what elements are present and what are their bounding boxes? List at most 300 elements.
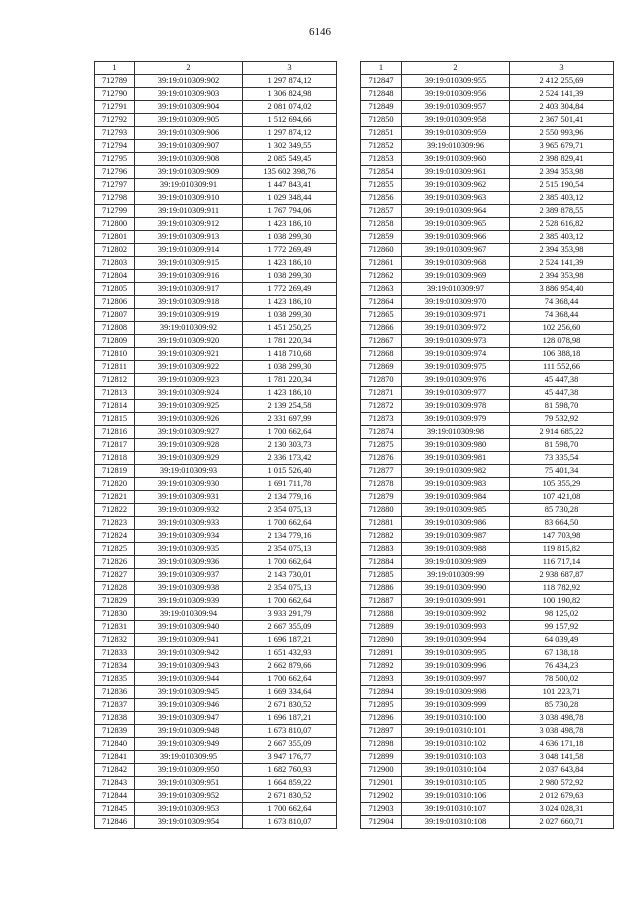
record-number-cell: 712851 [361,127,402,140]
cadastral-value-cell: 1 038 299,30 [243,270,337,283]
cadastral-value-cell: 3 886 954,40 [510,283,614,296]
record-number-cell: 712867 [361,335,402,348]
cadastral-number-cell: 39:19:010309:927 [135,426,243,439]
table-row [95,595,337,608]
record-number-cell: 712869 [361,361,402,374]
record-number-cell: 712872 [361,400,402,413]
record-number-cell: 712830 [95,608,135,621]
table-row [95,387,337,400]
cadastral-number-cell: 39:19:010309:948 [135,725,243,738]
cadastral-value-cell: 3 024 028,31 [510,803,614,816]
cadastral-number-cell: 39:19:010310:102 [402,738,510,751]
cadastral-number-cell: 39:19:010309:947 [135,712,243,725]
table-row [361,257,614,270]
cadastral-number-cell: 39:19:010309:956 [402,88,510,101]
record-number-cell: 712814 [95,400,135,413]
table-row [95,127,337,140]
cadastral-value-cell: 1 423 186,10 [243,257,337,270]
cadastral-value-cell: 81 598,70 [510,439,614,452]
cadastral-value-cell: 2 398 829,41 [510,153,614,166]
table-row [95,75,337,88]
record-number-cell: 712829 [95,595,135,608]
cadastral-number-cell: 39:19:010309:941 [135,634,243,647]
cadastral-value-cell: 2 012 679,63 [510,790,614,803]
cadastral-value-cell: 1 418 710,68 [243,348,337,361]
cadastral-value-cell: 1 423 186,10 [243,296,337,309]
cadastral-value-cell: 128 078,98 [510,335,614,348]
table-row [361,530,614,543]
record-number-cell: 712878 [361,478,402,491]
cadastral-value-cell: 2 081 074,02 [243,101,337,114]
cadastral-number-cell: 39:19:010309:904 [135,101,243,114]
table-row [361,556,614,569]
cadastral-value-cell: 2 515 190,54 [510,179,614,192]
record-number-cell: 712823 [95,517,135,530]
record-number-cell: 712862 [361,270,402,283]
table-row [361,790,614,803]
page-number: 6146 [309,26,331,38]
cadastral-number-cell: 39:19:010309:957 [402,101,510,114]
cadastral-number-cell: 39:19:010309:973 [402,335,510,348]
cadastral-number-cell: 39:19:010309:909 [135,166,243,179]
cadastral-number-cell: 39:19:010309:993 [402,621,510,634]
table-row [361,777,614,790]
cadastral-value-cell: 2 027 660,71 [510,816,614,829]
cadastral-value-cell: 107 421,08 [510,491,614,504]
table-row [95,634,337,647]
record-number-cell: 712837 [95,699,135,712]
cadastral-number-cell: 39:19:010310:106 [402,790,510,803]
record-number-cell: 712876 [361,452,402,465]
cadastral-number-cell: 39:19:010309:95 [135,751,243,764]
cadastral-number-cell: 39:19:010309:984 [402,491,510,504]
cadastral-value-cell: 2 394 353,98 [510,166,614,179]
record-number-cell: 712828 [95,582,135,595]
cadastral-number-cell: 39:19:010309:959 [402,127,510,140]
record-number-cell: 712832 [95,634,135,647]
cadastral-number-cell: 39:19:010309:96 [402,140,510,153]
cadastral-number-cell: 39:19:010309:990 [402,582,510,595]
cadastral-number-cell: 39:19:010309:918 [135,296,243,309]
record-number-cell: 712845 [95,803,135,816]
cadastral-value-cell: 2 412 255,69 [510,75,614,88]
record-number-cell: 712896 [361,712,402,725]
cadastral-number-cell: 39:19:010309:917 [135,283,243,296]
record-number-cell: 712902 [361,790,402,803]
record-number-cell: 712850 [361,114,402,127]
cadastral-number-cell: 39:19:010309:910 [135,192,243,205]
cadastral-value-cell: 3 038 498,78 [510,712,614,725]
table-row [95,569,337,582]
cadastral-number-cell: 39:19:010309:977 [402,387,510,400]
cadastral-value-cell: 2 394 353,98 [510,270,614,283]
table-row [361,322,614,335]
cadastral-number-cell: 39:19:010309:92 [135,322,243,335]
table-row [95,166,337,179]
cadastral-number-cell: 39:19:010309:967 [402,244,510,257]
table-row [361,738,614,751]
table-row [361,595,614,608]
cadastral-value-cell: 1 038 299,30 [243,309,337,322]
cadastral-value-cell: 75 401,34 [510,465,614,478]
record-number-cell: 712842 [95,764,135,777]
table-row [361,621,614,634]
cadastral-number-cell: 39:19:010309:911 [135,205,243,218]
table-row [361,205,614,218]
cadastral-value-cell: 64 039,49 [510,634,614,647]
cadastral-number-cell: 39:19:010309:945 [135,686,243,699]
record-number-cell: 712880 [361,504,402,517]
table-row [95,517,337,530]
cadastral-number-cell: 39:19:010309:966 [402,231,510,244]
table-row [95,257,337,270]
cadastral-value-cell: 2 385 403,12 [510,192,614,205]
cadastral-number-cell: 39:19:010309:93 [135,465,243,478]
table-row [95,777,337,790]
cadastral-number-cell: 39:19:010309:919 [135,309,243,322]
record-number-cell: 712820 [95,478,135,491]
table-row [95,673,337,686]
table-row [361,517,614,530]
record-number-cell: 712824 [95,530,135,543]
table-row [95,179,337,192]
cadastral-value-cell: 100 190,82 [510,595,614,608]
cadastral-value-cell: 1 651 432,93 [243,647,337,660]
cadastral-value-cell: 2 980 572,92 [510,777,614,790]
cadastral-number-cell: 39:19:010309:964 [402,205,510,218]
cadastral-number-cell: 39:19:010309:920 [135,335,243,348]
cadastral-number-cell: 39:19:010309:929 [135,452,243,465]
cadastral-value-cell: 1 772 269,49 [243,283,337,296]
cadastral-value-cell: 73 335,54 [510,452,614,465]
cadastral-value-cell: 2 143 730,01 [243,569,337,582]
record-number-cell: 712818 [95,452,135,465]
cadastral-number-cell: 39:19:010309:931 [135,491,243,504]
record-number-cell: 712858 [361,218,402,231]
cadastral-number-cell: 39:19:010309:932 [135,504,243,517]
cadastral-value-cell: 1 297 874,12 [243,127,337,140]
cadastral-number-cell: 39:19:010309:916 [135,270,243,283]
table-row [361,244,614,257]
cadastral-number-cell: 39:19:010309:98 [402,426,510,439]
record-number-cell: 712893 [361,673,402,686]
cadastral-value-cell: 3 947 176,77 [243,751,337,764]
record-number-cell: 712870 [361,374,402,387]
cadastral-number-cell: 39:19:010309:985 [402,504,510,517]
cadastral-number-cell: 39:19:010309:998 [402,686,510,699]
cadastral-value-cell: 2 134 779,16 [243,530,337,543]
cadastral-number-cell: 39:19:010309:992 [402,608,510,621]
cadastral-value-cell: 74 368,44 [510,309,614,322]
record-number-cell: 712792 [95,114,135,127]
cadastral-number-cell: 39:19:010309:914 [135,244,243,257]
cadastral-value-cell: 2 524 141,39 [510,257,614,270]
table-row [95,504,337,517]
cadastral-value-cell: 1 691 711,78 [243,478,337,491]
cadastral-value-cell: 2 914 685,22 [510,426,614,439]
cadastral-value-cell: 2 394 353,98 [510,244,614,257]
record-number-cell: 712839 [95,725,135,738]
cadastral-value-cell: 45 447,38 [510,374,614,387]
cadastral-number-cell: 39:19:010309:996 [402,660,510,673]
table-row [361,88,614,101]
record-number-cell: 712840 [95,738,135,751]
cadastral-value-cell: 2 331 697,99 [243,413,337,426]
cadastral-number-cell: 39:19:010309:970 [402,296,510,309]
cadastral-value-cell: 1 767 794,06 [243,205,337,218]
record-number-cell: 712819 [95,465,135,478]
record-number-cell: 712800 [95,218,135,231]
table-row [95,491,337,504]
record-number-cell: 712793 [95,127,135,140]
cadastral-number-cell: 39:19:010309:976 [402,374,510,387]
table-row [361,296,614,309]
table-row [361,361,614,374]
table-row [95,270,337,283]
table-row [361,634,614,647]
table-row [95,478,337,491]
record-number-cell: 712794 [95,140,135,153]
table-row [95,556,337,569]
cadastral-number-cell: 39:19:010309:997 [402,673,510,686]
table-row [361,504,614,517]
cadastral-value-cell: 3 038 498,78 [510,725,614,738]
table-row [361,179,614,192]
record-number-cell: 712806 [95,296,135,309]
record-number-cell: 712877 [361,465,402,478]
table-row [361,231,614,244]
cadastral-number-cell: 39:19:010309:908 [135,153,243,166]
record-number-cell: 712873 [361,413,402,426]
table-row [95,348,337,361]
record-number-cell: 712853 [361,153,402,166]
cadastral-number-cell: 39:19:010310:108 [402,816,510,829]
table-row [95,218,337,231]
header-col-1: 1 [361,62,402,75]
table-row [361,452,614,465]
record-number-cell: 712849 [361,101,402,114]
record-number-cell: 712834 [95,660,135,673]
cadastral-value-cell: 2 550 993,96 [510,127,614,140]
cadastral-value-cell: 2 662 879,66 [243,660,337,673]
record-number-cell: 712804 [95,270,135,283]
cadastral-number-cell: 39:19:010309:936 [135,556,243,569]
table-row [95,738,337,751]
cadastral-number-cell: 39:19:010309:991 [402,595,510,608]
cadastral-value-cell: 2 336 173,42 [243,452,337,465]
cadastral-value-cell: 83 664,50 [510,517,614,530]
table-row [95,426,337,439]
table-row [361,413,614,426]
cadastral-value-cell: 3 965 679,71 [510,140,614,153]
table-row [95,205,337,218]
record-number-cell: 712826 [95,556,135,569]
record-number-cell: 712789 [95,75,135,88]
table-row [95,751,337,764]
table-row [361,426,614,439]
cadastral-value-cell: 102 256,60 [510,322,614,335]
record-number-cell: 712859 [361,231,402,244]
record-number-cell: 712816 [95,426,135,439]
cadastral-value-cell: 1 700 662,64 [243,517,337,530]
record-number-cell: 712810 [95,348,135,361]
cadastral-value-cell: 3 933 291,79 [243,608,337,621]
cadastral-value-cell: 74 368,44 [510,296,614,309]
cadastral-value-cell: 1 700 662,64 [243,673,337,686]
record-number-cell: 712795 [95,153,135,166]
table-row [95,803,337,816]
table-row [95,114,337,127]
table-row [95,296,337,309]
cadastral-value-cell: 85 730,28 [510,504,614,517]
cadastral-number-cell: 39:19:010309:940 [135,621,243,634]
cadastral-number-cell: 39:19:010309:950 [135,764,243,777]
cadastral-number-cell: 39:19:010309:91 [135,179,243,192]
table-row [95,413,337,426]
cadastral-value-cell: 1 038 299,30 [243,361,337,374]
cadastral-number-cell: 39:19:010310:104 [402,764,510,777]
header-row [361,62,614,75]
record-number-cell: 712797 [95,179,135,192]
table-row [361,439,614,452]
cadastral-number-cell: 39:19:010309:97 [402,283,510,296]
record-number-cell: 712883 [361,543,402,556]
cadastral-value-cell: 2 367 501,41 [510,114,614,127]
table-row [361,712,614,725]
record-number-cell: 712898 [361,738,402,751]
cadastral-value-cell: 2 671 830,52 [243,790,337,803]
cadastral-value-cell: 1 029 348,44 [243,192,337,205]
cadastral-number-cell: 39:19:010309:924 [135,387,243,400]
cadastral-value-cell: 106 388,18 [510,348,614,361]
cadastral-number-cell: 39:19:010309:905 [135,114,243,127]
table-row [95,621,337,634]
cadastral-number-cell: 39:19:010309:99 [402,569,510,582]
cadastral-number-cell: 39:19:010309:921 [135,348,243,361]
cadastral-number-cell: 39:19:010309:903 [135,88,243,101]
record-number-cell: 712805 [95,283,135,296]
cadastral-value-cell: 135 602 398,76 [243,166,337,179]
table-row [95,686,337,699]
record-number-cell: 712865 [361,309,402,322]
table-row [361,569,614,582]
cadastral-value-cell: 2 134 779,16 [243,491,337,504]
cadastral-value-cell: 45 447,38 [510,387,614,400]
cadastral-number-cell: 39:19:010309:913 [135,231,243,244]
cadastral-number-cell: 39:19:010309:915 [135,257,243,270]
cadastral-number-cell: 39:19:010309:965 [402,218,510,231]
cadastral-number-cell: 39:19:010309:926 [135,413,243,426]
cadastral-number-cell: 39:19:010309:939 [135,595,243,608]
table-row [361,608,614,621]
cadastral-value-cell: 1 696 187,21 [243,712,337,725]
table-row [95,647,337,660]
table-row [361,166,614,179]
table-row [95,608,337,621]
cadastral-value-cell: 2 139 254,58 [243,400,337,413]
cadastral-value-cell: 1 700 662,64 [243,556,337,569]
cadastral-number-cell: 39:19:010309:980 [402,439,510,452]
table-row [95,374,337,387]
cadastral-value-cell: 1 772 269,49 [243,244,337,257]
cadastral-value-cell: 79 532,92 [510,413,614,426]
record-number-cell: 712847 [361,75,402,88]
cadastral-value-cell: 1 447 843,41 [243,179,337,192]
cadastral-number-cell: 39:19:010310:107 [402,803,510,816]
cadastral-number-cell: 39:19:010309:944 [135,673,243,686]
table-row [95,439,337,452]
table-row [361,192,614,205]
record-number-cell: 712888 [361,608,402,621]
record-number-cell: 712897 [361,725,402,738]
record-number-cell: 712809 [95,335,135,348]
cadastral-number-cell: 39:19:010309:969 [402,270,510,283]
table-row [361,725,614,738]
record-number-cell: 712875 [361,439,402,452]
table-row [95,400,337,413]
cadastral-number-cell: 39:19:010309:979 [402,413,510,426]
cadastral-number-cell: 39:19:010309:962 [402,179,510,192]
record-number-cell: 712882 [361,530,402,543]
table-row [361,270,614,283]
record-number-cell: 712887 [361,595,402,608]
cadastral-number-cell: 39:19:010309:958 [402,114,510,127]
table-row [95,452,337,465]
table-row [95,712,337,725]
cadastral-value-cell: 1 297 874,12 [243,75,337,88]
record-number-cell: 712841 [95,751,135,764]
table-row [361,764,614,777]
cadastral-number-cell: 39:19:010310:103 [402,751,510,764]
cadastral-value-cell: 2 354 075,13 [243,504,337,517]
cadastral-value-cell: 2 385 403,12 [510,231,614,244]
table-row [361,647,614,660]
cadastral-number-cell: 39:19:010309:934 [135,530,243,543]
table-row [361,660,614,673]
table-row [95,816,337,829]
record-number-cell: 712835 [95,673,135,686]
cadastral-value-cell: 85 730,28 [510,699,614,712]
cadastral-value-cell: 1 700 662,64 [243,595,337,608]
cadastral-value-cell: 98 125,02 [510,608,614,621]
table-row [361,803,614,816]
record-number-cell: 712879 [361,491,402,504]
table-row [361,335,614,348]
cadastral-value-cell: 2 938 687,87 [510,569,614,582]
record-number-cell: 712855 [361,179,402,192]
register-table-left [94,61,337,829]
cadastral-value-cell: 1 038 299,30 [243,231,337,244]
table-row [361,400,614,413]
table-row [361,387,614,400]
record-number-cell: 712900 [361,764,402,777]
table-row [361,751,614,764]
cadastral-value-cell: 1 673 810,07 [243,725,337,738]
table-row [361,114,614,127]
record-number-cell: 712808 [95,322,135,335]
cadastral-number-cell: 39:19:010310:101 [402,725,510,738]
record-number-cell: 712798 [95,192,135,205]
cadastral-value-cell: 1 781 220,34 [243,374,337,387]
header-col-3: 3 [510,62,614,75]
record-number-cell: 712903 [361,803,402,816]
table-row [95,530,337,543]
record-number-cell: 712812 [95,374,135,387]
record-number-cell: 712861 [361,257,402,270]
cadastral-number-cell: 39:19:010309:942 [135,647,243,660]
record-number-cell: 712822 [95,504,135,517]
record-number-cell: 712815 [95,413,135,426]
